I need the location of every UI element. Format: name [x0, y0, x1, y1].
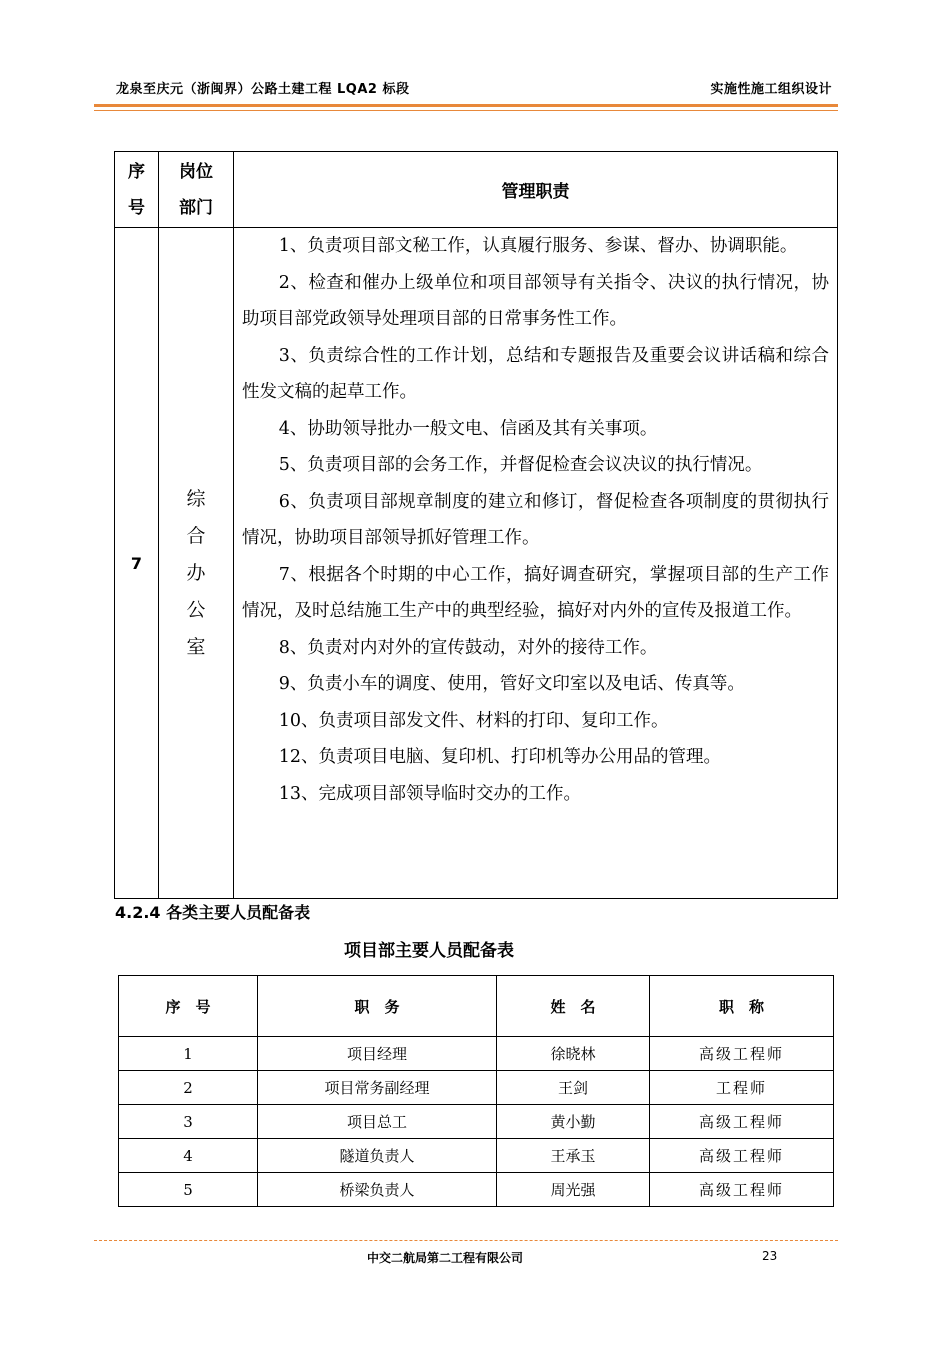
header-project-title: 龙泉至庆元（浙闽界）公路土建工程 LQA2 标段: [116, 82, 410, 97]
duty-table-row: [115, 228, 838, 899]
duty-item: 6、负责项目部规章制度的建立和修订，督促检查各项制度的贯彻执行情况，协助项目部领导抓好管理工作。: [242, 491, 829, 548]
table-row: [119, 1105, 834, 1139]
table-row: [119, 1071, 834, 1105]
staff-cell-position: 隧道负责人: [258, 1139, 497, 1173]
staff-cell-name: 王承玉: [497, 1139, 650, 1173]
staff-header-title: 职 称: [650, 976, 834, 1037]
staff-cell-name: 周光强: [497, 1173, 650, 1207]
duty-item: 10、负责项目部发文件、材料的打印、复印工作。: [278, 710, 669, 731]
staff-table: [118, 975, 834, 1207]
staff-table-header-row: [119, 976, 834, 1037]
duty-table-header-row: [115, 152, 838, 228]
duty-item: 5、负责项目部的会务工作，并督促检查会议决议的执行情况。: [278, 455, 763, 475]
duty-table: [114, 151, 838, 899]
staff-cell-title: 高级工程师: [650, 1139, 834, 1173]
staff-header-position: 职 务: [258, 976, 497, 1037]
duty-item: 2、检查和催办上级单位和项目部领导有关指令、决议的执行情况，协助项目部党政领导处理项目部的日常事务性工作。: [242, 272, 829, 329]
header-dept-line1: 岗位: [179, 161, 213, 182]
staff-cell-position: 项目经理: [258, 1037, 497, 1071]
row-duties: [234, 228, 838, 899]
table-row: [119, 1173, 834, 1207]
staff-cell-title: 高级工程师: [650, 1173, 834, 1207]
row-seq: 7: [115, 228, 159, 899]
table-row: [119, 1139, 834, 1173]
header-cell-duty: 管理职责: [234, 152, 838, 228]
section-heading: 4.2.4 各类主要人员配备表: [115, 903, 311, 922]
staff-cell-position: 项目常务副经理: [258, 1071, 497, 1105]
duty-item: 8、负责对内对外的宣传鼓动，对外的接待工作。: [278, 637, 658, 658]
duty-item: 3、负责综合性的工作计划，总结和专题报告及重要会议讲话稿和综合性发文稿的起草工作。: [242, 345, 829, 402]
staff-header-seq: 序 号: [119, 976, 258, 1037]
staff-header-name: 姓 名: [497, 976, 650, 1037]
dept-char: 公: [186, 598, 206, 621]
duty-item: 13、完成项目部领导临时交办的工作。: [278, 783, 582, 804]
duty-item: 9、负责小车的调度、使用，管好文印室以及电话、传真等。: [278, 674, 745, 694]
duty-item: 4、协助领导批办一般文电、信函及其有关事项。: [278, 418, 658, 439]
header-cell-seq: [115, 152, 159, 228]
staff-cell-seq: 3: [119, 1105, 258, 1139]
staff-cell-seq: 5: [119, 1173, 258, 1207]
dept-char: 室: [186, 635, 206, 658]
header-rule-thick: [94, 104, 838, 107]
header-rule-thin: [94, 110, 838, 111]
staff-cell-title: 工程师: [650, 1071, 834, 1105]
staff-cell-seq: 2: [119, 1071, 258, 1105]
staff-cell-seq: 1: [119, 1037, 258, 1071]
dept-char: 办: [186, 561, 206, 584]
staff-table-caption: [0, 936, 952, 961]
dept-char: 合: [186, 524, 206, 547]
staff-cell-position: 桥梁负责人: [258, 1173, 497, 1207]
header-dept-line2: 部门: [179, 197, 213, 218]
footer-rule: [94, 1240, 838, 1241]
header-seq-line1: 序: [128, 161, 145, 182]
staff-cell-name: 王剑: [497, 1071, 650, 1105]
duty-item: 12、负责项目电脑、复印机、打印机等办公用品的管理。: [278, 747, 722, 767]
header-seq-line2: 号: [128, 197, 145, 218]
staff-cell-seq: 4: [119, 1139, 258, 1173]
header-document-title: 实施性施工组织设计: [710, 82, 832, 97]
staff-cell-name: 徐晓林: [497, 1037, 650, 1071]
staff-cell-name: 黄小勤: [497, 1105, 650, 1139]
staff-cell-title: 高级工程师: [650, 1105, 834, 1139]
staff-cell-title: 高级工程师: [650, 1037, 834, 1071]
dept-char: 综: [186, 487, 206, 510]
table-row: [119, 1037, 834, 1071]
staff-cell-position: 项目总工: [258, 1105, 497, 1139]
header-cell-dept: [159, 152, 234, 228]
row-dept: [159, 228, 234, 899]
footer-company-wrap: [0, 1249, 952, 1266]
footer-company: 中交二航局第二工程有限公司: [366, 1251, 523, 1265]
page-number: 23: [762, 1249, 778, 1263]
staff-table-title: 项目部主要人员配备表: [344, 941, 514, 961]
duty-item: 7、根据各个时期的中心工作，搞好调查研究，掌握项目部的生产工作情况，及时总结施工生产中的典型经验，搞好对内外的宣传及报道工作。: [242, 564, 829, 621]
duty-item: 1、负责项目部文秘工作，认真履行服务、参谋、督办、协调职能。: [278, 236, 798, 256]
